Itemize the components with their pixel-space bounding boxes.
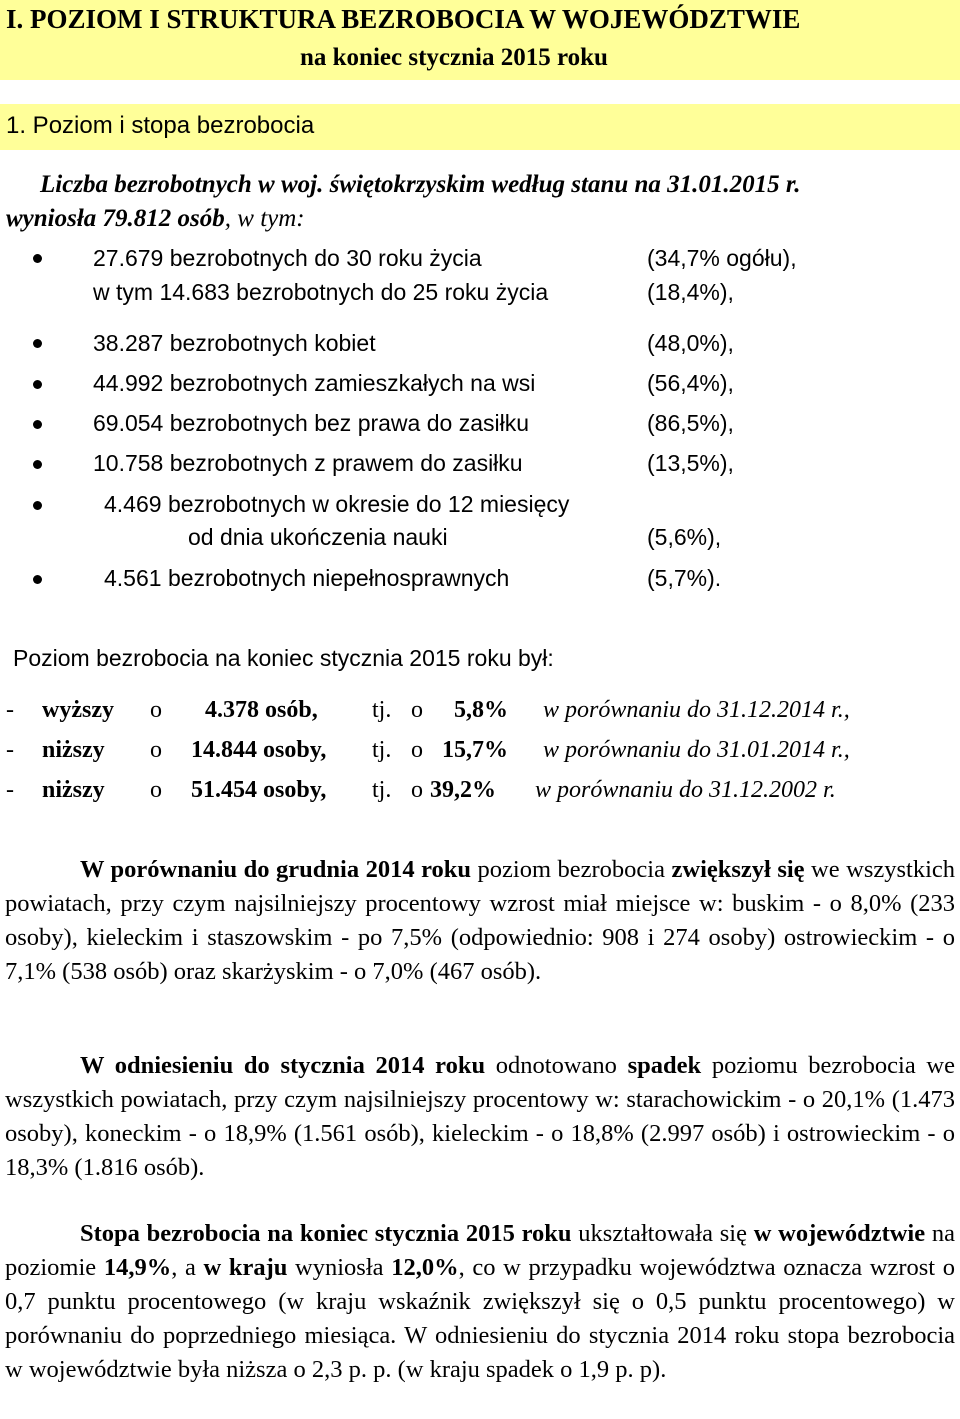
intro-total: wyniosła 79.812 osób — [6, 205, 225, 232]
section-heading: 1. Poziom i stopa bezrobocia — [6, 112, 315, 139]
comparison-tj: tj. — [372, 737, 392, 763]
bullet-icon — [33, 380, 42, 389]
comparison-o: o — [150, 697, 162, 723]
structure-pct: (56,4%), — [647, 370, 734, 396]
para3-text-1: ukształtowała się — [571, 1220, 754, 1247]
comparison-o: o — [150, 777, 162, 803]
comparison-o: o — [411, 697, 423, 723]
structure-item: 69.054 bezrobotnych bez prawa do zasiłku — [93, 410, 530, 436]
bullet-icon — [33, 254, 42, 263]
paragraph-december-comparison — [5, 853, 955, 989]
comparison-reference: w porównaniu do 31.12.2014 r., — [543, 697, 850, 723]
comparison-o: o — [411, 777, 423, 803]
comparison-tj: tj. — [372, 697, 392, 723]
structure-item: w tym 14.683 bezrobotnych do 25 roku życia — [93, 279, 549, 305]
report-subtitle: na koniec stycznia 2015 roku — [300, 44, 608, 71]
structure-pct: (18,4%), — [647, 279, 734, 305]
para3-lead: Stopa bezrobocia na koniec stycznia 2015 roku — [80, 1220, 572, 1247]
intro-tail: , w tym: — [224, 205, 305, 232]
level-heading: Poziom bezrobocia na koniec stycznia 2015 roku był: — [13, 645, 554, 671]
comparison-dash: - — [6, 777, 14, 803]
para1-lead: W porównaniu do grudnia 2014 roku — [80, 856, 472, 883]
comparison-o: o — [411, 737, 423, 763]
para3-country: w kraju — [203, 1254, 288, 1281]
report-title: I. POZIOM I STRUKTURA BEZROBOCIA W WOJEWÓDZTWIE — [6, 4, 801, 34]
structure-pct: (86,5%), — [647, 410, 734, 436]
comparison-dash: - — [6, 697, 14, 723]
para3-text-3: , a — [171, 1254, 204, 1281]
paragraph-unemployment-rate — [5, 1217, 955, 1387]
intro-line-2 — [6, 205, 305, 233]
comparison-o: o — [150, 737, 162, 763]
intro-line-1: Liczba bezrobotnych w woj. świętokrzyskim według stanu na 31.01.2015 r. — [40, 171, 801, 198]
bullet-icon — [33, 501, 42, 510]
comparison-pct: 5,8% — [454, 697, 508, 723]
structure-item: 44.992 bezrobotnych zamieszkałych na wsi — [93, 370, 536, 396]
para1-emphasis: zwiększył się — [671, 856, 805, 883]
para2-lead: W odniesieniu do stycznia 2014 roku — [80, 1052, 486, 1079]
para1-body: we wszystkich powiatach, przy czym najsilniejszy procentowy wzrost miał miejsce w: buskim - o 8,0% (233 osoby), kieleckim i staszowskim - po 7,5% (odpowiednio: 908 i 274 osoby) ostrowieckim - o 7,1% (538 osób) oraz skarżyskim - o 7,0% (467 osób). — [5, 856, 955, 985]
structure-item: od dnia ukończenia nauki — [188, 524, 448, 550]
comparison-direction: wyższy — [42, 697, 114, 723]
bullet-icon — [33, 575, 42, 584]
comparison-count: 4.378 osób, — [205, 697, 318, 723]
comparison-direction: niższy — [42, 777, 105, 803]
structure-item: 4.561 bezrobotnych niepełnosprawnych — [104, 565, 510, 591]
para2-body: poziomu bezrobocia we wszystkich powiatach, przy czym najsilniejszy procentowy w: starachowickim - o 20,1% (1.473 osoby), koneckim - o 18,9% (1.561 osób), kieleckim - o 18,8% (2.997 osób) i ostrowieckim - o 18,3% (1.816 osób). — [5, 1052, 955, 1181]
structure-pct: (13,5%), — [647, 450, 734, 476]
para1-text: poziom bezrobocia — [471, 856, 672, 883]
bullet-icon — [33, 420, 42, 429]
comparison-dash: - — [6, 737, 14, 763]
comparison-direction: niższy — [42, 737, 105, 763]
para3-region-rate: 14,9% — [103, 1254, 172, 1281]
structure-pct: (34,7% ogółu), — [647, 245, 797, 271]
structure-item: 10.758 bezrobotnych z prawem do zasiłku — [93, 450, 523, 476]
structure-item: 4.469 bezrobotnych w okresie do 12 miesięcy — [104, 491, 570, 517]
comparison-tj: tj. — [372, 777, 392, 803]
structure-item: 38.287 bezrobotnych kobiet — [93, 330, 376, 356]
structure-item: 27.679 bezrobotnych do 30 roku życia — [93, 245, 482, 271]
paragraph-january-comparison — [5, 1049, 955, 1185]
para2-emphasis: spadek — [627, 1052, 702, 1079]
structure-pct: (5,6%), — [647, 524, 722, 550]
comparison-reference: w porównaniu do 31.01.2014 r., — [543, 737, 850, 763]
comparison-pct: 15,7% — [442, 737, 508, 763]
bullet-icon — [33, 339, 42, 348]
comparison-count: 14.844 osoby, — [191, 737, 327, 763]
structure-pct: (5,7%). — [647, 565, 722, 591]
comparison-count: 51.454 osoby, — [191, 777, 327, 803]
para3-body: , co w przypadku województwa oznacza wzrost o 0,7 punktu procentowego (w kraju wskaźnik zwiększył się o 0,5 punktu procentowego) w porównaniu do poprzedniego miesiąca. W odniesieniu do stycznia 2014 roku stopa bezrobocia w województwie była niższa o 2,3 p. p. (w kraju spadek o 1,9 p. p). — [5, 1254, 956, 1383]
para3-text-4: wyniosła — [287, 1254, 392, 1281]
structure-pct: (48,0%), — [647, 330, 734, 356]
bullet-icon — [33, 460, 42, 469]
para3-text-2: na poziomie — [5, 1220, 956, 1281]
comparison-pct: 39,2% — [430, 777, 496, 803]
comparison-reference: w porównaniu do 31.12.2002 r. — [535, 777, 836, 803]
para3-region: w województwie — [753, 1220, 926, 1247]
para2-text: odnotowano — [485, 1052, 628, 1079]
para3-country-rate: 12,0% — [391, 1254, 459, 1281]
